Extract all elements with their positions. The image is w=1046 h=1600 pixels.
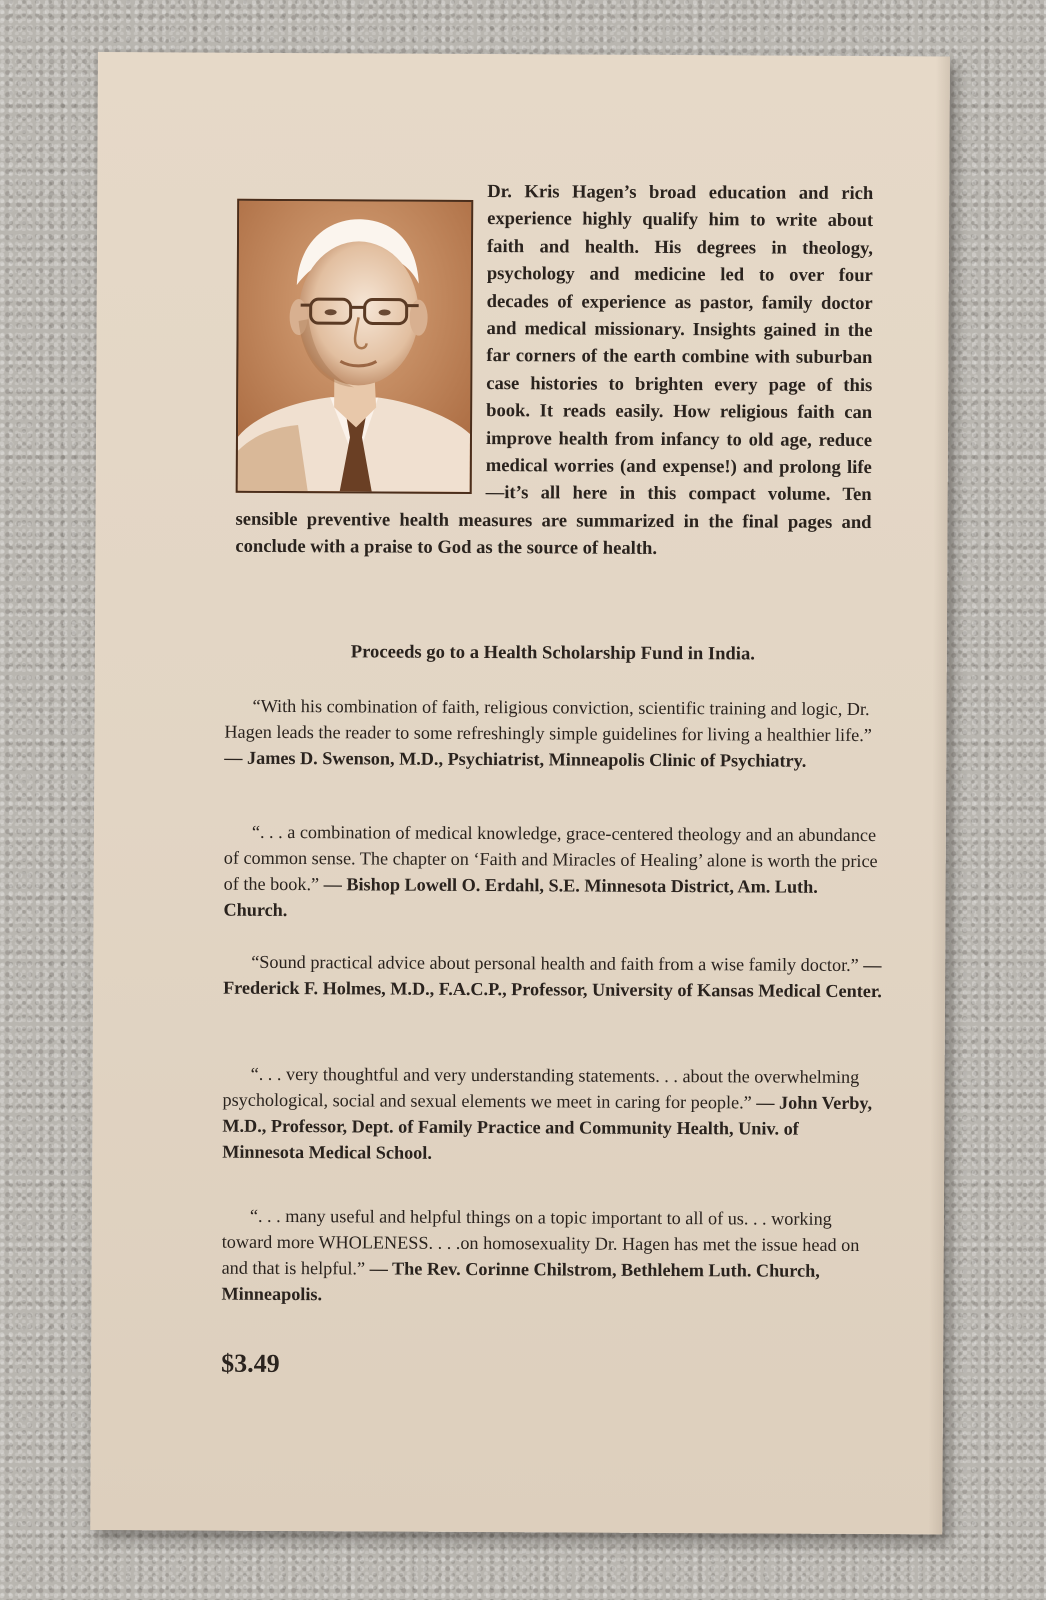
endorsement-quote xyxy=(223,949,885,1004)
quote-attribution: — James D. Swenson, M.D., Psychiatrist, Minneapolis Clinic of Psychiatry. xyxy=(224,747,807,771)
quote-text: “. . . very thoughtful and very understanding statements. . . about the overwhelming psychological, social and sexual elements we meet in caring for people.” xyxy=(222,1063,860,1113)
author-bio xyxy=(235,177,873,564)
portrait-spacer xyxy=(236,199,470,500)
quote-text: “With his combination of faith, religious conviction, scientific training and logic, Dr. Hagen leads the reader to some refreshingly simple guidelines for living a healthier life.” xyxy=(224,695,872,746)
quote-attribution: — Bishop Lowell O. Erdahl, S.E. Minnesota District, Am. Luth. Church. xyxy=(223,874,818,921)
price-label: $3.49 xyxy=(221,1348,280,1378)
endorsement-quote xyxy=(224,693,886,774)
quote-text: “. . . many useful and helpful things on a topic important to all of us. . . working toward more WHOLENESS. . . .on homosexuality Dr. Hagen has met the issue head on and that is helpful.” xyxy=(221,1205,860,1279)
endorsement-quote xyxy=(223,819,886,926)
quote-attribution: — Frederick F. Holmes, M.D., F.A.C.P., Professor, University of Kansas Medical Center. xyxy=(223,955,882,1002)
proceeds-note: Proceeds go to a Health Scholarship Fund in India. xyxy=(350,641,755,665)
quote-attribution: — John Verby, M.D., Professor, Dept. of Family Practice and Community Health, Univ. of Minnesota Medical School. xyxy=(222,1092,873,1163)
author-bio-text: Dr. Kris Hagen’s broad education and rich experience highly qualify him to write about faith and health. His degrees in theology, psychology and medicine led to over four decades of experience as pastor, family doctor and medical missionary. Insights gained in the far corners of the earth combine with suburban case histories to brighten every page of this book. It reads easily. How religious faith can improve health from infancy to old age, reduce medical worries (and expense!) and prolong life—it’s all here in this compact volume. Ten sensible preventive health measures are summarized in the final pages and conclude with a praise to God as the source of health. xyxy=(235,181,874,560)
quote-text: “. . . a combination of medical knowledge, grace-centered theology and an abundance of common sense. The chapter on ‘Faith and Miracles of Healing’ alone is worth the price of the book.” xyxy=(223,821,878,895)
quote-attribution: — The Rev. Corinne Chilstrom, Bethlehem Luth. Church, Minneapolis. xyxy=(221,1258,820,1305)
endorsement-quote xyxy=(222,1061,885,1168)
endorsement-quote xyxy=(221,1203,884,1310)
book-back-cover xyxy=(90,52,950,1534)
quote-text: “Sound practical advice about personal health and faith from a wise family doctor.” xyxy=(251,951,864,976)
